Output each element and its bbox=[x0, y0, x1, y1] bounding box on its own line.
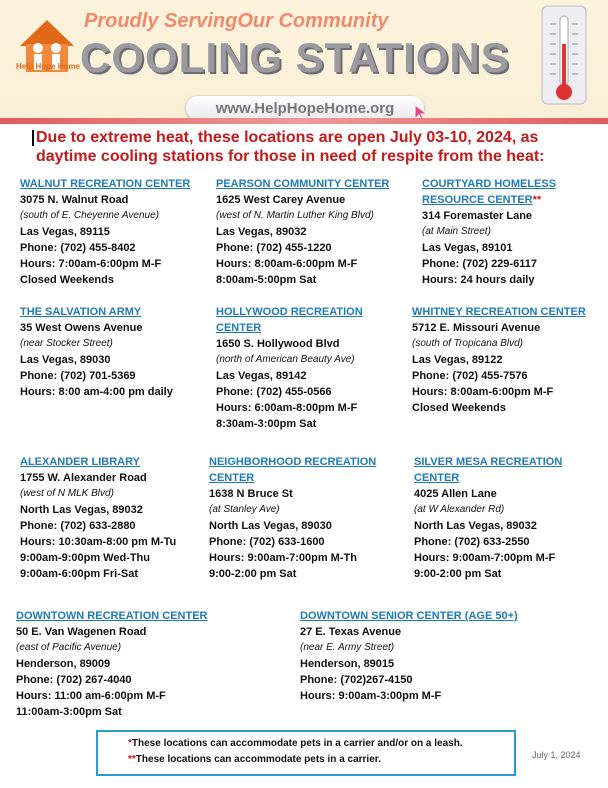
intro-text bbox=[36, 128, 596, 166]
location-city: Henderson, 89009 bbox=[16, 658, 111, 670]
location-pearson bbox=[216, 176, 412, 288]
location-note: (west of N. Martin Luther King Blvd) bbox=[216, 210, 374, 221]
location-city: Las Vegas, 89115 bbox=[20, 226, 110, 238]
location-address: 35 West Owens Avenue bbox=[20, 322, 143, 334]
location-city: Las Vegas, 89030 bbox=[20, 354, 111, 366]
location-hours: Hours: 9:00am-3:00pm M-F bbox=[300, 690, 442, 702]
location-hollywood bbox=[216, 304, 396, 432]
location-note: (south of Tropicana Blvd) bbox=[412, 338, 523, 349]
logo-text: Help Hope Home bbox=[15, 62, 80, 71]
location-address: 27 E. Texas Avenue bbox=[300, 626, 402, 638]
location-phone: Phone: (702) 455-8402 bbox=[20, 242, 136, 254]
location-address: 5712 E. Missouri Avenue bbox=[412, 322, 541, 334]
location-neighborhood bbox=[209, 454, 399, 582]
location-city: Las Vegas, 89032 bbox=[216, 226, 307, 238]
location-hours: 8:00am-5:00pm Sat bbox=[216, 274, 317, 286]
pet-note-single bbox=[128, 738, 463, 749]
location-hours: 9:00am-6:00pm Fri-Sat bbox=[20, 568, 138, 580]
double-star-note: These locations can accommodate pets in a carrier. bbox=[135, 754, 381, 765]
location-address: 314 Foremaster Lane bbox=[422, 210, 533, 222]
website-url-bar[interactable] bbox=[186, 96, 424, 120]
location-name[interactable]: HOLLYWOOD RECREATION CENTER bbox=[216, 306, 363, 334]
location-note: (near E. Army Street) bbox=[300, 642, 395, 653]
location-city: North Las Vegas, 89032 bbox=[414, 520, 537, 532]
location-note: (west of N MLK Blvd) bbox=[20, 488, 114, 499]
location-name[interactable]: DOWNTOWN SENIOR CENTER (AGE 50+) bbox=[300, 610, 518, 622]
location-note: (south of E. Cheyenne Avenue) bbox=[20, 210, 159, 221]
location-phone: Phone: (702) 455-0566 bbox=[216, 386, 332, 398]
text-cursor bbox=[32, 130, 34, 146]
double-star-marker: ** bbox=[128, 754, 136, 765]
location-name[interactable]: ALEXANDER LIBRARY bbox=[20, 456, 140, 468]
header-banner bbox=[0, 0, 608, 118]
location-hours: Hours: 8:00 am-4:00 pm daily bbox=[20, 386, 173, 398]
pet-notes-box bbox=[96, 730, 516, 776]
location-note: (at Stanley Ave) bbox=[209, 504, 280, 515]
location-silver-mesa bbox=[414, 454, 584, 582]
location-name[interactable]: WHITNEY RECREATION CENTER bbox=[412, 306, 586, 318]
location-hours: 9:00am-9:00pm Wed-Thu bbox=[20, 552, 150, 564]
location-phone: Phone: (702) 633-2550 bbox=[414, 536, 530, 548]
location-downtown-recreation bbox=[16, 608, 276, 720]
location-city: Henderson, 89015 bbox=[300, 658, 395, 670]
location-phone: Phone: (702) 455-7576 bbox=[412, 370, 528, 382]
location-downtown-senior bbox=[300, 608, 560, 704]
location-city: North Las Vegas, 89032 bbox=[20, 504, 143, 516]
location-hours: Hours: 8:00am-6:00pm M-F bbox=[412, 386, 554, 398]
location-address: 50 E. Van Wagenen Road bbox=[16, 626, 147, 638]
location-name[interactable]: NEIGHBORHOOD RECREATION CENTER bbox=[209, 456, 377, 484]
location-city: Las Vegas, 89101 bbox=[422, 242, 513, 254]
location-whitney bbox=[412, 304, 602, 416]
location-address: 1625 West Carey Avenue bbox=[216, 194, 346, 206]
location-hours: Hours: 10:30am-8:00 pm M-Tu bbox=[20, 536, 177, 548]
location-address: 4025 Allen Lane bbox=[414, 488, 497, 500]
location-note: (at Main Street) bbox=[422, 226, 491, 237]
location-note: (east of Pacific Avenue) bbox=[16, 642, 122, 653]
location-hours: 9:00-2:00 pm Sat bbox=[209, 568, 297, 580]
location-courtyard bbox=[422, 176, 598, 288]
location-name[interactable]: COURTYARD HOMELESS RESOURCE CENTER bbox=[422, 178, 557, 206]
location-alexander-library bbox=[20, 454, 210, 582]
location-hours: Closed Weekends bbox=[412, 402, 506, 414]
location-note: (at W Alexander Rd) bbox=[414, 504, 505, 515]
location-name[interactable]: WALNUT RECREATION CENTER bbox=[20, 178, 191, 190]
location-hours: Hours: 11:00 am-6:00pm M-F bbox=[16, 690, 166, 702]
document-date: July 1, 2024 bbox=[532, 750, 581, 760]
tagline: Proudly ServingOur Community bbox=[84, 10, 389, 32]
location-salvation-army bbox=[20, 304, 210, 400]
location-hours: Hours: 24 hours daily bbox=[422, 274, 535, 286]
location-hours: Hours: 8:00am-6:00pm M-F bbox=[216, 258, 358, 270]
location-phone: Phone: (702)267-4150 bbox=[300, 674, 413, 686]
location-city: Las Vegas, 89142 bbox=[216, 370, 307, 382]
website-url[interactable]: www.HelpHopeHome.org bbox=[215, 100, 395, 117]
location-hours: Hours: 7:00am-6:00pm M-F bbox=[20, 258, 162, 270]
location-hours: 11:00am-3:00pm Sat bbox=[16, 706, 122, 718]
location-city: Las Vegas, 89122 bbox=[412, 354, 503, 366]
location-hours: 8:30am-3:00pm Sat bbox=[216, 418, 317, 430]
location-name[interactable]: THE SALVATION ARMY bbox=[20, 306, 142, 318]
location-address: 3075 N. Walnut Road bbox=[20, 194, 129, 206]
location-city: North Las Vegas, 89030 bbox=[209, 520, 332, 532]
location-phone: Phone: (702) 701-5369 bbox=[20, 370, 136, 382]
location-note: (north of American Beauty Ave) bbox=[216, 354, 355, 365]
location-phone: Phone: (702) 633-2880 bbox=[20, 520, 136, 532]
single-star-note: These locations can accommodate pets in a carrier and/or on a leash. bbox=[131, 738, 463, 749]
pet-note-marker: ** bbox=[532, 194, 542, 206]
location-address: 1755 W. Alexander Road bbox=[20, 472, 147, 484]
location-address: 1650 S. Hollywood Blvd bbox=[216, 338, 340, 350]
single-star-marker: * bbox=[128, 738, 132, 749]
location-phone: Phone: (702) 267-4040 bbox=[16, 674, 132, 686]
location-phone: Phone: (702) 229-6117 bbox=[422, 258, 537, 270]
location-hours: 9:00-2:00 pm Sat bbox=[414, 568, 502, 580]
location-name-wrap[interactable] bbox=[422, 176, 598, 208]
location-name[interactable]: DOWNTOWN RECREATION CENTER bbox=[16, 610, 208, 622]
location-hours: Hours: 6:00am-8:00pm M-F bbox=[216, 402, 358, 414]
location-phone: Phone: (702) 633-1600 bbox=[209, 536, 325, 548]
intro-message: Due to extreme heat, these locations are open July 03-10, 2024, as daytime cooling stations for those in need of respite from the heat: bbox=[36, 129, 545, 165]
location-address: 1638 N Bruce St bbox=[209, 488, 293, 500]
location-name[interactable]: PEARSON COMMUNITY CENTER bbox=[216, 178, 390, 190]
location-hours: Hours: 9:00am-7:00pm M-Th bbox=[209, 552, 357, 564]
location-hours: Closed Weekends bbox=[20, 274, 114, 286]
page-title: COOLING STATIONS bbox=[80, 34, 510, 81]
header-divider bbox=[0, 118, 608, 124]
pet-note-double bbox=[128, 754, 381, 765]
location-phone: Phone: (702) 455-1220 bbox=[216, 242, 332, 254]
thermometer-icon bbox=[538, 4, 590, 112]
location-walnut bbox=[20, 176, 210, 288]
location-hours: Hours: 9:00am-7:00pm M-F bbox=[414, 552, 556, 564]
location-note: (near Stocker Street) bbox=[20, 338, 113, 349]
location-name[interactable]: SILVER MESA RECREATION CENTER bbox=[414, 456, 563, 484]
